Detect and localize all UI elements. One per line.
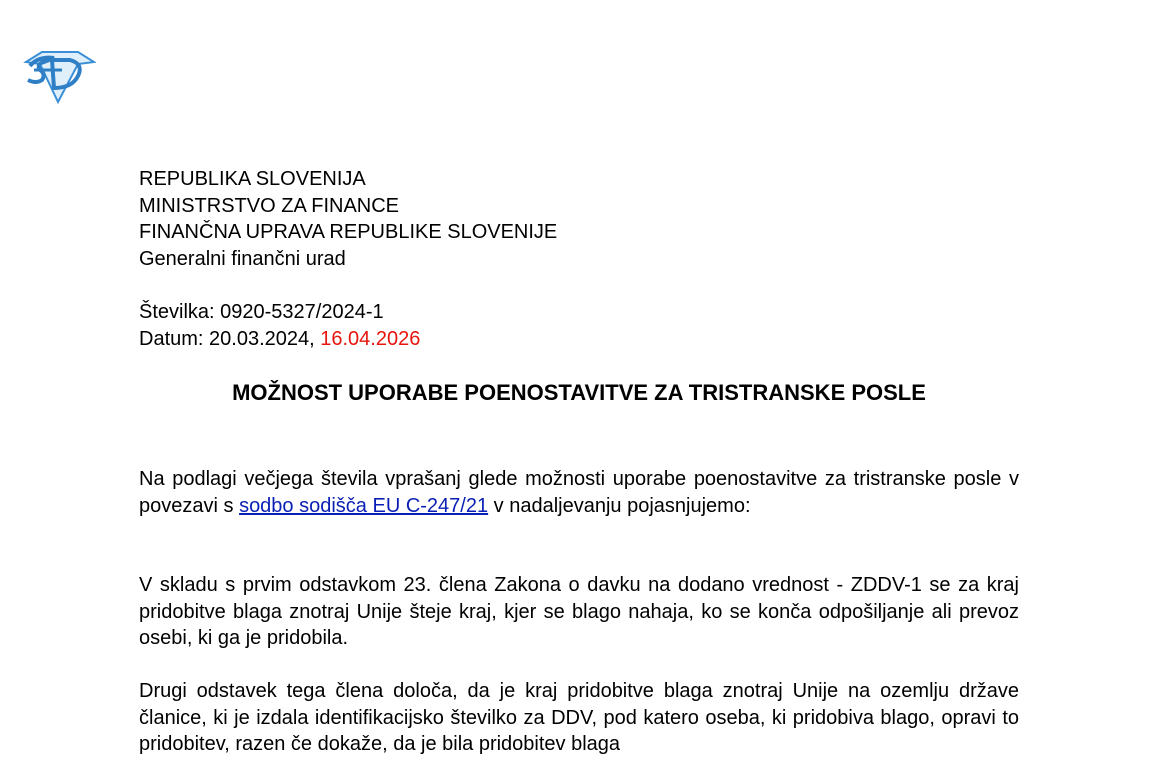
para1-text-after: v nadaljevanju pojasnjujemo: <box>488 494 751 517</box>
paragraph-intro <box>139 466 1019 519</box>
date-updated: 16.04.2026 <box>320 327 421 350</box>
header-line-republic: REPUBLIKA SLOVENIJA <box>139 168 366 190</box>
document-number <box>139 299 420 326</box>
paragraph-second-subsection: Drugi odstavek tega člena določa, da je kraj pridobitve blaga znotraj Unije na ozemlju države članice, ki je izdala identifikacijsko številko za DDV, pod katero oseba, ki pridobiva blago, opravi to pridobitev, razen če dokaže, da je bila pridobitev blaga <box>139 680 1019 755</box>
header-line-administration: FINANČNA UPRAVA REPUBLIKE SLOVENIJE <box>139 221 558 243</box>
header-line-office: Generalni finančni urad <box>139 247 346 270</box>
date-value: 20.03.2024, <box>209 327 315 350</box>
institution-header <box>139 166 557 272</box>
court-judgment-link[interactable]: sodbo sodišča EU C-247/21 <box>239 494 489 517</box>
fu-logo-icon <box>22 48 96 104</box>
para1-text-before: Na podlagi večjega števila vprašanj glede možnosti uporabe poenostavitve za tristranske posle v povezavi s <box>139 468 1019 517</box>
document-date <box>139 326 420 353</box>
header-line-ministry: MINISTRSTVO ZA FINANCE <box>139 194 400 217</box>
document-meta <box>139 299 420 352</box>
number-label: Številka: <box>139 301 215 323</box>
document-title: MOŽNOST UPORABE POENOSTAVITVE ZA TRISTRANSKE POSLE <box>232 380 926 405</box>
date-label: Datum: <box>139 327 204 350</box>
paragraph-first-subsection: V skladu s prvim odstavkom 23. člena Zakona o davku na dodano vrednost - ZDDV-1 se za kraj pridobitve blaga znotraj Unije šteje kraj, kjer se blago nahaja, ko se konča odpošiljanje ali prevoz osebi, ki ga je pridobila. <box>139 574 1019 649</box>
number-value: 0920-5327/2024-1 <box>220 301 384 323</box>
